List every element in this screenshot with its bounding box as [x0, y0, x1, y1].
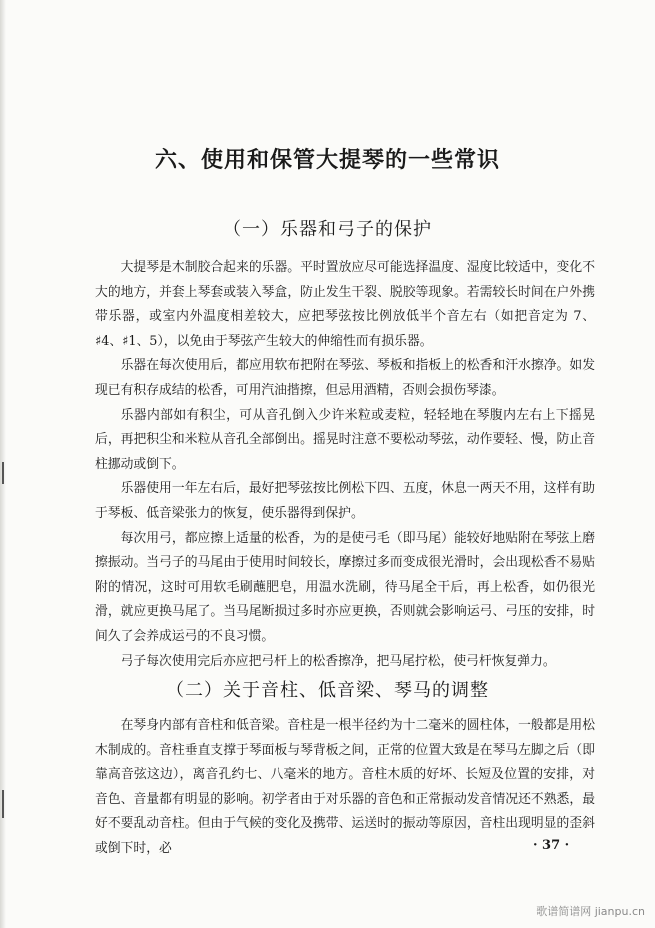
page-title: 六、使用和保管大提琴的一些常识 [154, 148, 500, 173]
section-2-body [95, 714, 595, 862]
paragraph: 每次用弓，都应擦上适量的松香，为的是使弓毛（即马尾）能较好地贴附在琴弦上磨擦振动。当弓子的马尾由于使用时间较长，摩擦过多而变成很光滑时，会出现松香不易贴附的情况，这时可用软毛刷蘸肥皂，用温水洗刷，待马尾全干后，再上松香，如仍很光滑，就应更换马尾了。当马尾断损过多时亦应更换，否则就会影响运弓、弓压的安排，时间久了会养成运弓的不良习惯。 [95, 530, 595, 644]
section-heading-1: （一）乐器和弓子的保护 [223, 219, 432, 240]
watermark: 歌谱简谱网 jianpu.cn [536, 905, 645, 918]
page-number: · 37 · [533, 838, 570, 853]
paragraph: 在琴身内部有音柱和低音梁。音柱是一根半径约为十二毫米的圆柱体，一般都是用松木制成的。音柱垂直支撑于琴面板与琴背板之间，正常的位置大致是在琴马左脚之后（即靠高音弦这边），离音孔约七、八毫米的地方。音柱木质的好坏、长短及位置的安排，对音色、音量都有明显的影响。初学者由于对乐器的音色和正常振动发音情况还不熟悉，最好不要乱动音柱。但由于气候的变化及携带、运送时的振动等原因，音柱出现明显的歪斜或倒下时，必 [95, 718, 595, 856]
scan-mark [2, 790, 4, 818]
scan-mark [2, 462, 4, 484]
paragraph: 乐器内部如有积尘，可从音孔倒入少许米粒或麦粒，轻轻地在琴腹内左右上下摇晃后，再把积尘和米粒从音孔全部倒出。摇晃时注意不要松动琴弦，动作要轻、慢，防止音柱挪动或倒下。 [95, 407, 595, 472]
paragraph: 乐器使用一年左右后，最好把琴弦按比例松下四、五度，休息一两天不用，这样有助于琴板、低音梁张力的恢复，使乐器得到保护。 [95, 481, 595, 521]
section-1-body [95, 256, 595, 674]
paragraph: 乐器在每次使用后，都应用软布把附在琴弦、琴板和指板上的松香和汗水擦净。如发现已有积存成结的松香，可用汽油揩擦，但忌用酒精，否则会损伤琴漆。 [95, 358, 595, 398]
section-heading-2: （二）关于音柱、低音梁、琴马的调整 [166, 680, 489, 701]
paragraph: 大提琴是木制胶合起来的乐器。平时置放应尽可能选择温度、湿度比较适中，变化不大的地方，并套上琴套或装入琴盒，防止发生干裂、脱胶等现象。若需较长时间在户外携带乐器，或室内外温度相差较大，应把琴弦按比例放低半个音左右（如把音定为 7、♯4、♯1、5），以免由于琴弦产生较大的伸缩性而有损乐器。 [95, 260, 595, 349]
paragraph: 弓子每次使用完后亦应把弓杆上的松香擦净，把马尾拧松，使弓杆恢复弹力。 [120, 653, 556, 669]
